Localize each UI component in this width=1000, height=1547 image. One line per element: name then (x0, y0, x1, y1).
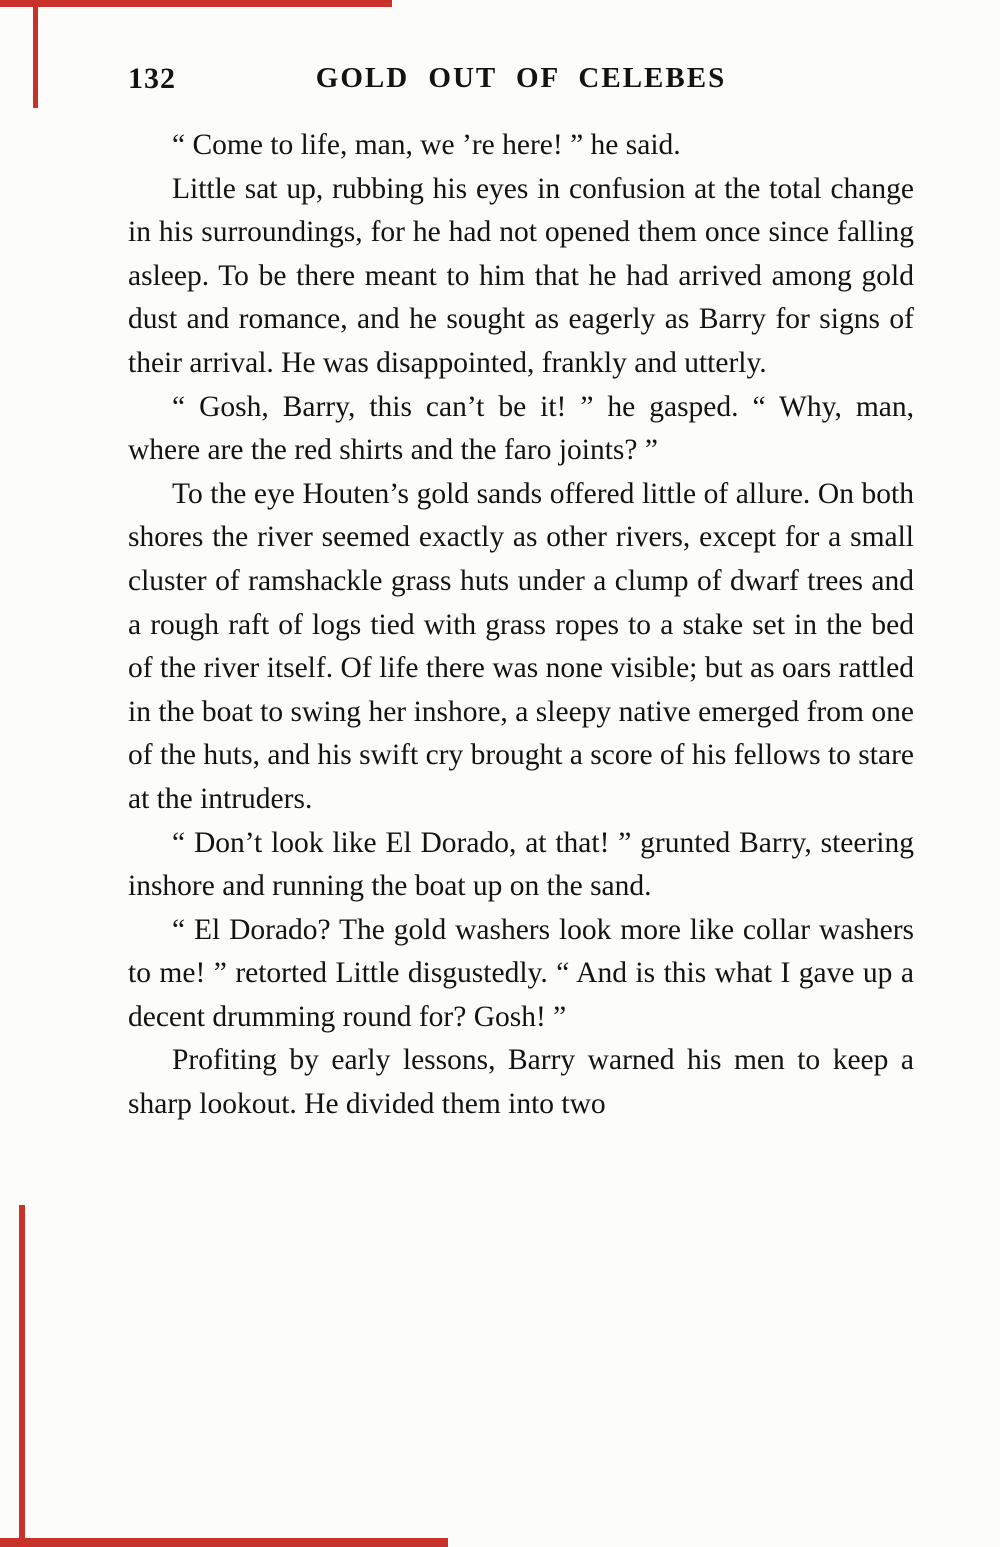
paragraph: “ Gosh, Barry, this can’t be it! ” he gasped. “ Why, man, where are the red shirts and the faro joints? ” (128, 390, 914, 467)
paragraph: “ Come to life, man, we ’re here! ” he said. (172, 129, 681, 161)
scan-edge-mark-bottom (0, 1538, 448, 1547)
paragraph: Little sat up, rubbing his eyes in confusion at the total change in his surroundings, for he had not opened them once since falling asleep. To be there meant to him that he had arrived among gold dust and romance, and he sought as eagerly as Barry for signs of their arrival. He was disappointed, frankly and utterly. (128, 172, 914, 379)
running-header-title: GOLD OUT OF CELEBES (315, 62, 727, 94)
scan-edge-mark-left-top (33, 0, 38, 108)
page-number: 132 (128, 62, 176, 95)
paragraph: “ El Dorado? The gold washers look more like collar washers to me! ” retorted Little disgustedly. “ And is this what I gave up a decent drumming round for? Gosh! ” (128, 913, 914, 1033)
text-block (128, 124, 914, 1127)
paragraph: “ Don’t look like El Dorado, at that! ” grunted Barry, steering inshore and running the boat up on the sand. (128, 826, 914, 903)
content-area (128, 62, 914, 1127)
paragraph: To the eye Houten’s gold sands offered little of allure. On both shores the river seemed exactly as other rivers, except for a small cluster of ramshackle grass huts under a clump of dwarf trees and a rough raft of logs tied with grass ropes to a stake set in the bed of the river itself. Of life there was none visible; but as oars rattled in the boat to swing her inshore, a sleepy native emerged from one of the huts, and his swift cry brought a score of his fellows to stare at the intruders. (128, 477, 914, 815)
paragraph: Profiting by early lessons, Barry warned his men to keep a sharp lookout. He divided them into two (128, 1044, 914, 1121)
scan-edge-mark-left-bottom (19, 1205, 25, 1547)
page-header (128, 62, 914, 108)
scan-edge-mark-top (0, 0, 392, 7)
